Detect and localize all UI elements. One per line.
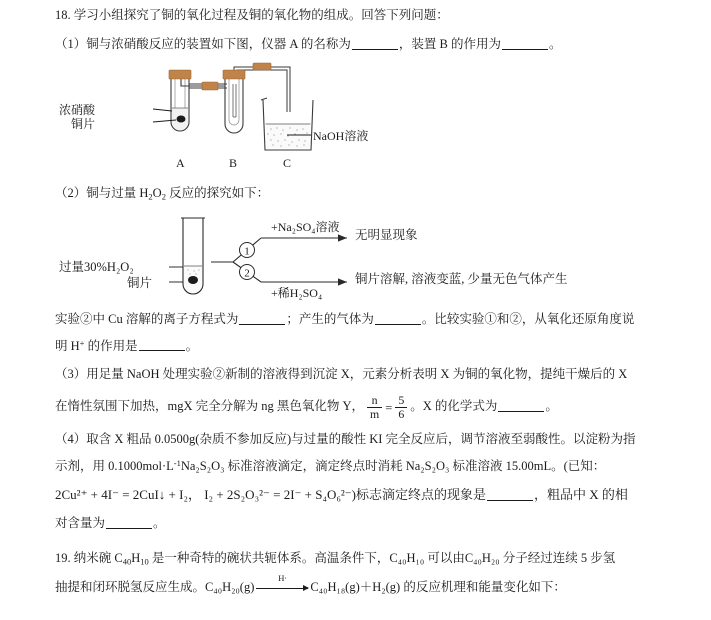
part1-text-before: 铜与浓硝酸反应的装置如下图，仪器 A 的名称为 xyxy=(86,37,351,52)
question-18-part1-text xyxy=(55,35,671,54)
fraction-6-denominator: 6 xyxy=(398,406,405,421)
part3-line1: 用足量 NaOH 处理实验②新制的溶液得到沉淀 X，元素分析表明 X 为铜的氧化物，提纯干燥后的 X xyxy=(86,366,628,381)
part2-followup-line-1 xyxy=(55,310,671,329)
part1-label: （1） xyxy=(55,37,87,52)
scheme-label-excess-h2o2: 过量30%H₂O₂ xyxy=(59,260,134,275)
copper-piece-shape xyxy=(188,276,198,284)
copper-nitric-acid-apparatus-figure xyxy=(59,62,445,172)
part4-molarity-exponent: -1 xyxy=(173,457,181,468)
q19-reactant: C₄₀H₂₀(g) xyxy=(205,579,255,594)
question-18-part2-text xyxy=(55,184,671,203)
question-19-number: 19. xyxy=(55,551,71,566)
q19-line2-b: 的反应机理和能量变化如下： xyxy=(400,579,566,594)
fraction-m-denominator: m xyxy=(370,406,380,421)
part3-label: （3） xyxy=(55,366,87,381)
part4-line2-a: 示剂，用 0.1000mol·L xyxy=(55,458,174,473)
part3-line2-b: 。X 的化学式为 xyxy=(410,399,498,414)
reaction-arrow-head xyxy=(303,585,309,591)
question-18-part4-line-4 xyxy=(55,514,671,533)
question-18-part4-line-1 xyxy=(55,430,671,449)
ratio-fraction-group xyxy=(364,394,410,420)
scheme-branch-2-result: 铜片溶解, 溶液变蓝, 少量无色气体产生 xyxy=(355,272,568,287)
q19-line1-a: 纳米碗 C xyxy=(73,551,123,566)
part2-followup2-text-c: 。 xyxy=(185,338,199,353)
label-concentrated-nitric-acid: 浓硝酸 xyxy=(59,102,96,117)
scheme-branch-2-reagent: +稀H₂SO₄ xyxy=(271,286,323,301)
part4-line4-a: 对含量为 xyxy=(55,516,106,531)
question-18-part3-line-1 xyxy=(55,365,671,384)
q19-formula-c40h10: C₄₀H₁₀ xyxy=(389,551,425,566)
part2-blank-3[interactable] xyxy=(139,339,185,352)
part2-followup-text-c: 。比较实验①和②，从氧化还原角度说 xyxy=(421,312,635,327)
device-label-b: B xyxy=(229,155,238,170)
q19-line1-h: H xyxy=(131,551,141,566)
part2-blank-1[interactable] xyxy=(239,312,285,325)
scheme-branch-1-reagent: +Na₂SO₄溶液 xyxy=(271,220,340,235)
reaction-arrow-condition: H· xyxy=(278,573,287,584)
q19-formula-c40h20: C₄₀H₂₀ xyxy=(464,551,500,566)
part4-line3-b: ，粗品中 X 的相 xyxy=(534,486,628,502)
part3-line2-c: 。 xyxy=(545,399,558,414)
part4-equation: 2Cu²⁺ + 4I⁻ = 2CuI↓ + I₂， I₂ + 2S₂O₃²⁻ = 2I⁻ + S₄O₆²⁻) xyxy=(55,486,356,502)
q19-h10-sub: 10 xyxy=(140,556,149,567)
part1-text-after: 。 xyxy=(548,37,562,52)
fraction-5-over-6 xyxy=(395,394,407,420)
label-copper-piece: 铜片 xyxy=(71,116,96,131)
part2-followup2-text-a: 明 H xyxy=(55,338,80,353)
part4-blank-2[interactable] xyxy=(106,516,152,529)
part4-line2-b: Na₂S₂O₃ 标准溶液滴定，滴定终点时消耗 Na₂S₂O₃ 标准溶液 15.00mL。(已知： xyxy=(180,458,606,473)
part2-sub-1: 2 xyxy=(148,191,153,202)
question-18-stem xyxy=(55,0,671,25)
q19-c40-sub: 40 xyxy=(122,556,132,567)
part3-line2-a: 在惰性氛围下加热，mgX 完全分解为 ng 黑色氧化物 Y， xyxy=(55,399,365,414)
arrowhead-branch-2 xyxy=(338,279,347,286)
part4-line1: 取含 X 粗品 0.0500g(杂质不参加反应)与过量的酸性 KI 完全反应后，调节溶液至弱酸性。以淀粉为指 xyxy=(86,432,636,447)
part3-blank-1[interactable] xyxy=(498,399,544,412)
fraction-n-numerator: n xyxy=(367,394,382,407)
part2-followup-text-b: ；产生的气体为 xyxy=(286,312,374,327)
part1-blank-1[interactable] xyxy=(352,37,398,50)
part2-h-plus-sup: + xyxy=(79,337,85,348)
reaction-arrow-bar xyxy=(256,588,308,589)
part2-label: （2） xyxy=(55,185,87,200)
question-19-line-1 xyxy=(55,549,671,568)
part2-sub-2: 2 xyxy=(161,191,166,202)
part1-blank-2[interactable] xyxy=(502,37,548,50)
q19-product: C₄₀H₁₈(g)＋H₂(g) xyxy=(310,579,401,594)
fraction-equals-sign: = xyxy=(385,401,393,416)
reaction-arrow-icon xyxy=(256,573,308,593)
fraction-5-numerator: 5 xyxy=(395,394,407,407)
part2-blank-2[interactable] xyxy=(375,312,421,325)
part4-blank-1[interactable] xyxy=(487,488,533,501)
fraction-n-over-m xyxy=(367,394,382,420)
branch-1-number-glyph: 1 xyxy=(244,245,250,258)
question-18-part4-equation-line xyxy=(55,485,671,505)
question-18-stem-text: 学习小组探究了铜的氧化过程及铜的氧化物的组成。回答下列问题： xyxy=(73,8,449,22)
q19-line1-d: 可以由 xyxy=(424,551,465,566)
question-19-block xyxy=(0,549,711,597)
part2-text: 铜与过量 H xyxy=(86,185,149,200)
scheme-branch-1-result: 无明显现象 xyxy=(355,228,418,243)
q19-line1-b: 是一种奇特的碗状共轭体系。高温条件下， xyxy=(148,551,390,566)
part2-text-mid: O xyxy=(152,185,162,200)
part4-line4-b: 。 xyxy=(153,516,166,531)
question-18-number: 18. xyxy=(55,8,71,22)
apparatus-svg xyxy=(115,62,445,172)
device-label-c: C xyxy=(283,155,292,170)
question-18-part4-line-2 xyxy=(55,457,671,476)
part4-line3-a: 标志滴定终点的现象是 xyxy=(356,486,487,502)
h2o2-copper-reaction-scheme-figure xyxy=(59,210,665,302)
q19-line1-f: 分子经过连续 5 步氢 xyxy=(499,551,616,566)
part4-label: （4） xyxy=(55,432,87,447)
part1-text-middle: ，装置 B 的作用为 xyxy=(398,37,501,52)
branch-2-number-glyph: 2 xyxy=(244,267,250,280)
part2-followup-line-2 xyxy=(55,337,671,356)
part2-followup-text-a: 实验②中 Cu 溶解的离子方程式为 xyxy=(55,312,239,327)
part2-text-end: 反应的探究如下： xyxy=(165,185,270,200)
device-label-a: A xyxy=(176,155,185,170)
q19-line2-a: 抽提和闭环脱氢反应生成。 xyxy=(55,579,206,594)
label-naoh-solution: NaOH溶液 xyxy=(313,128,369,143)
part2-followup2-text-b: 的作用是 xyxy=(84,338,138,353)
question-19-line-2 xyxy=(55,573,671,597)
scheme-label-copper-piece: 铜片 xyxy=(127,276,153,291)
question-18-part3-line-2 xyxy=(55,394,671,420)
